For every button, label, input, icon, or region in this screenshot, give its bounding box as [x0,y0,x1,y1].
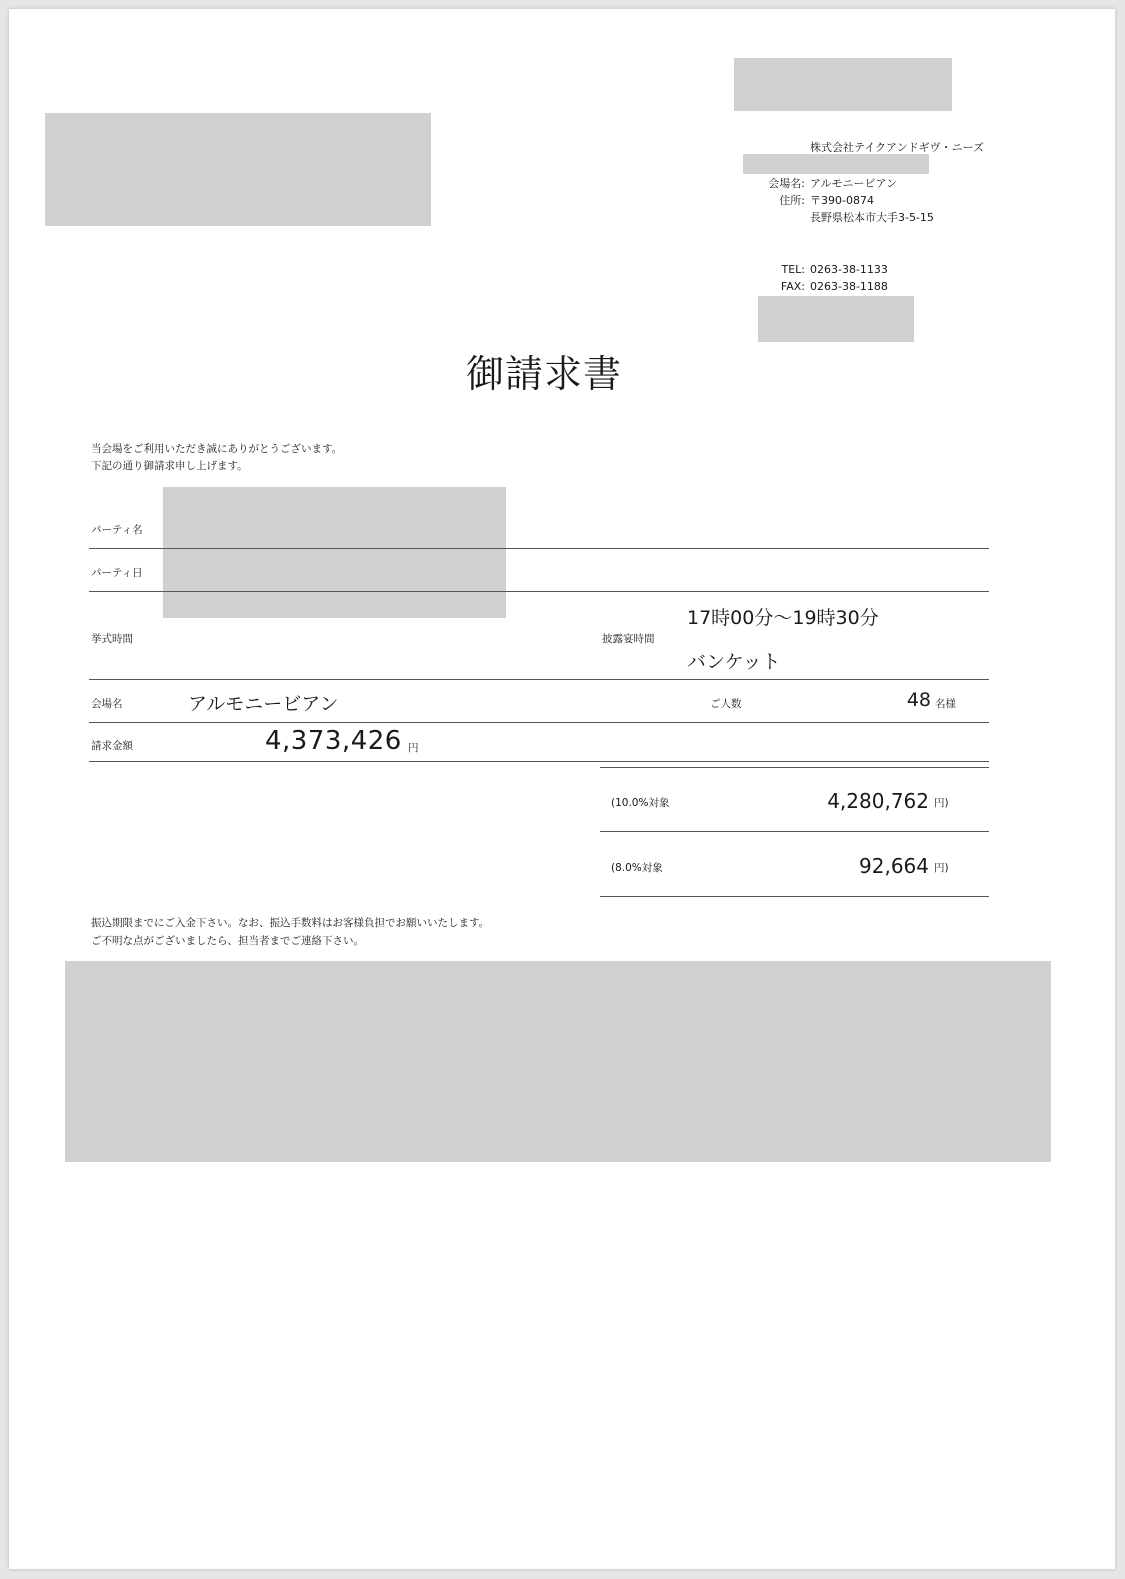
party-date-label: パーティ日 [91,567,143,579]
ceremony-time-label: 挙式時間 [91,633,133,645]
row-divider [89,761,989,762]
tax-table-bottom-line [600,896,989,897]
redacted-logo [734,58,952,111]
sender-fax-label: FAX: [780,280,805,293]
guests-unit: 名様 [935,698,956,710]
redacted-stamp [758,296,914,342]
party-name-label: パーティ名 [91,524,143,536]
tax-divider [600,831,989,832]
tax-table-top-line [600,767,989,768]
sender-venue: アルモニービアン [810,177,898,190]
reception-time-label: 披露宴時間 [602,633,655,645]
guests-count: 48 [906,689,931,711]
tax-8-unit: 円) [934,862,949,874]
row-divider [89,548,989,549]
note-line-2: ご不明な点がございましたら、担当者までご連絡下さい。 [91,935,364,947]
redacted-party-info [163,487,506,618]
sender-fax: 0263-38-1188 [810,280,888,293]
invoice-page [9,9,1115,1569]
amount-unit: 円 [408,742,419,754]
invoice-title: 御請求書 [466,352,623,396]
redacted-sender-line [743,154,929,174]
tax-8-label: (8.0%対象 [611,862,663,874]
venue-name: アルモニービアン [188,693,339,715]
sender-tel-label: TEL: [781,263,805,276]
reception-place: バンケット [687,651,781,673]
row-divider [89,722,989,723]
reception-time: 17時00分～19時30分 [687,607,879,629]
tax-10-label: (10.0%対象 [611,797,670,809]
sender-address: 長野県松本市大手3-5-15 [810,211,934,224]
sender-address-label: 住所: [779,194,805,207]
redacted-recipient [45,113,431,226]
row-divider [89,679,989,680]
sender-venue-label: 会場名: [768,177,805,190]
sender-postal: 〒390-0874 [810,194,874,207]
intro-line-1: 当会場をご利用いただき誠にありがとうございます。 [91,443,343,455]
invoice-amount: 4,373,426 [265,726,402,756]
tax-10-amount: 4,280,762 [827,789,929,813]
venue-label: 会場名 [91,698,123,710]
sender-company: 株式会社テイクアンドギヴ・ニーズ [810,141,985,154]
note-line-1: 振込期限までにご入金下さい。なお、振込手数料はお客様負担でお願いいたします。 [91,917,490,929]
redacted-bank-info [65,961,1051,1162]
tax-8-amount: 92,664 [859,854,929,878]
sender-tel: 0263-38-1133 [810,263,888,276]
intro-line-2: 下記の通り御請求申し上げます。 [91,460,248,472]
guests-label: ご人数 [710,698,742,710]
tax-10-unit: 円) [934,797,949,809]
amount-label: 請求金額 [91,740,133,752]
row-divider [89,591,989,592]
